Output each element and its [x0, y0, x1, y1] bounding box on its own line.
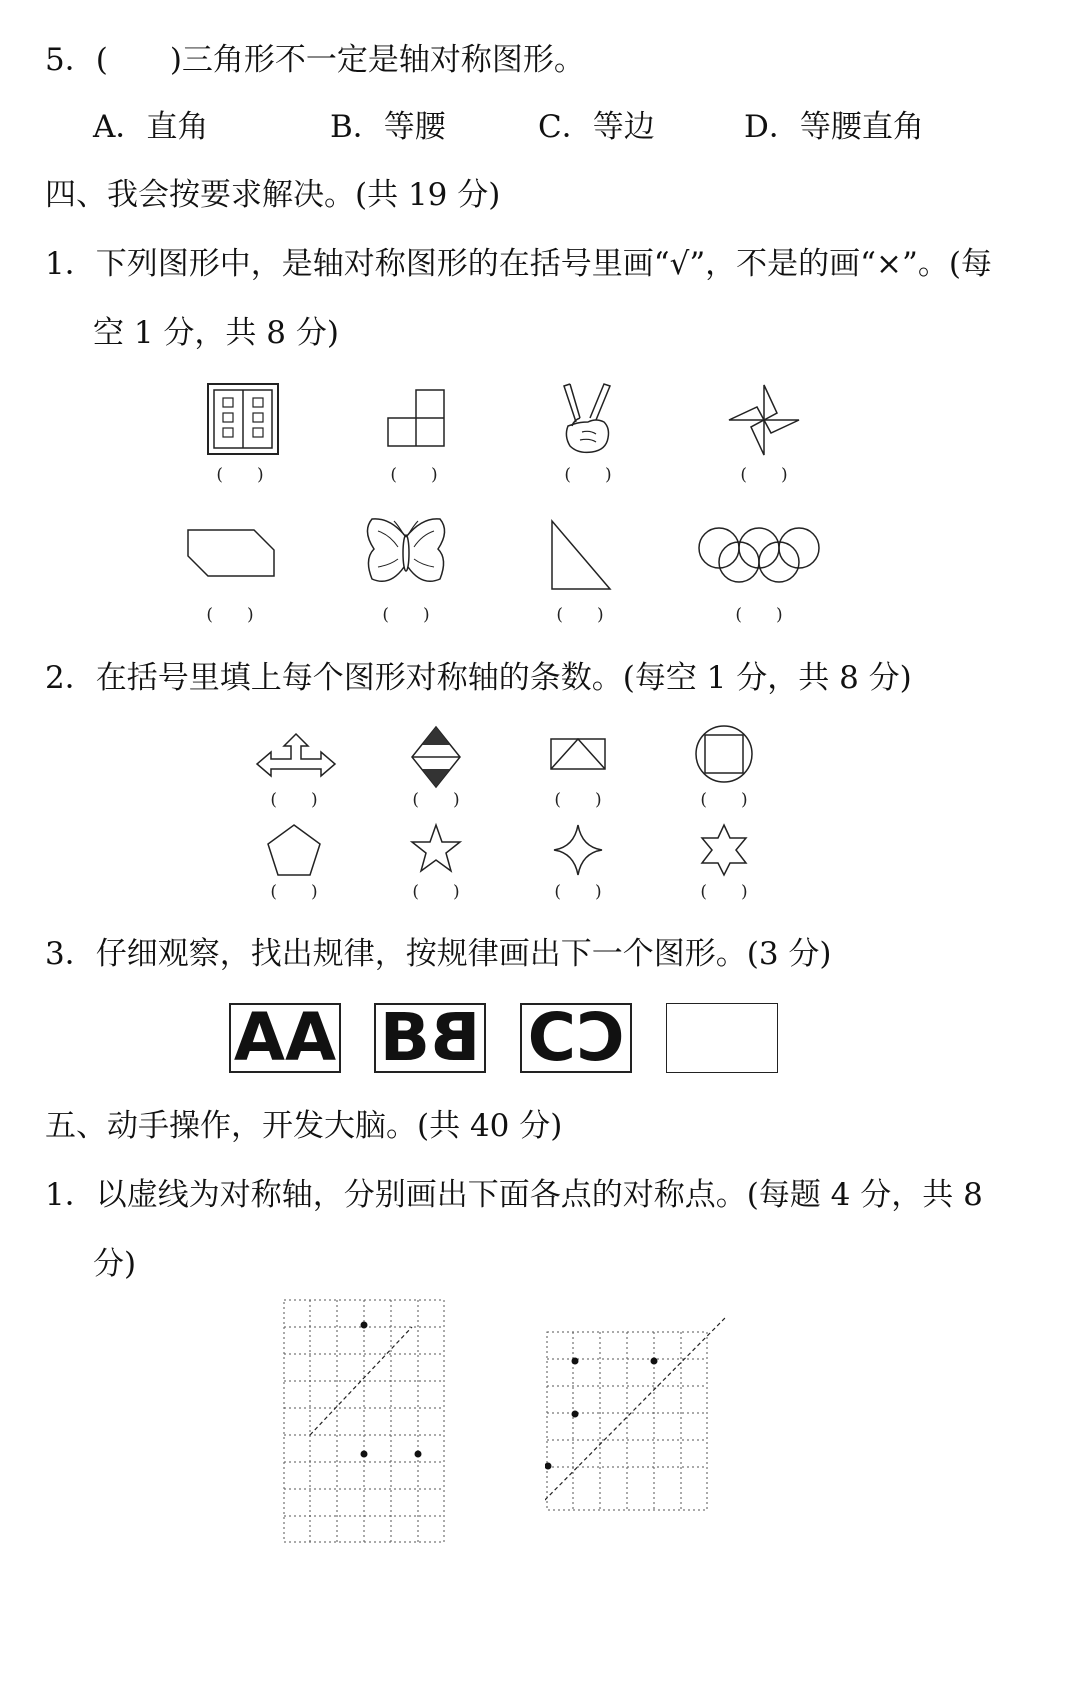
dotted-grid-left[interactable]	[282, 1298, 446, 1544]
butterfly-icon	[360, 515, 452, 591]
grid-point	[572, 1411, 579, 1418]
victory-hand-icon	[560, 382, 616, 456]
grid-point	[361, 1451, 368, 1458]
s4-q1-line1: 1．下列图形中，是轴对称图形的在括号里画“√”，不是的画“×”。(每	[45, 246, 992, 282]
s4-q2: 2．在括号里填上每个图形对称轴的条数。(每空 1 分，共 8 分)	[45, 660, 912, 696]
q5-option-c[interactable]: C．等边	[538, 109, 655, 145]
pattern-letter-mirrored: B	[430, 999, 481, 1076]
answer-paren[interactable]: ( )	[554, 882, 602, 902]
s4-q3: 3．仔细观察，找出规律，按规律画出下一个图形。(3 分)	[45, 936, 832, 972]
q5-option-d[interactable]: D．等腰直角	[744, 109, 924, 145]
answer-paren[interactable]: ( )	[270, 882, 318, 902]
pattern-letter-mirrored: A	[285, 999, 337, 1076]
olympic-rings-icon	[697, 527, 821, 583]
window-icon	[207, 383, 279, 455]
grid-point	[572, 1358, 579, 1365]
grid-point	[545, 1463, 552, 1470]
answer-paren[interactable]: ( )	[564, 465, 612, 485]
answer-paren[interactable]: ( )	[740, 465, 788, 485]
pinwheel-icon	[727, 383, 801, 457]
s4-q1-line2: 空 1 分，共 8 分)	[93, 315, 339, 351]
six-point-star-icon	[698, 823, 750, 877]
pattern-box-cc	[520, 999, 632, 1076]
rhombus-icon	[410, 725, 462, 789]
answer-paren[interactable]: ( )	[270, 790, 318, 810]
answer-paren[interactable]: ( )	[700, 882, 748, 902]
grid-point	[361, 1322, 368, 1329]
grid-point	[415, 1451, 422, 1458]
answer-paren[interactable]: ( )	[412, 790, 460, 810]
pattern-box-bb	[374, 999, 486, 1076]
q5-option-b[interactable]: B．等腰	[330, 109, 446, 145]
answer-paren[interactable]: ( )	[216, 465, 264, 485]
answer-paren[interactable]: ( )	[554, 790, 602, 810]
pattern-box-aa	[229, 999, 341, 1076]
pattern-letter: C	[527, 999, 576, 1076]
q5-option-a[interactable]: A．直角	[93, 109, 209, 145]
s5-q1-line2: 分)	[93, 1246, 137, 1282]
dotted-grid-right[interactable]	[545, 1316, 731, 1512]
cut-hexagon-icon	[186, 528, 276, 578]
right-triangle-icon	[550, 519, 612, 591]
pattern-letter-mirrored: C	[576, 999, 625, 1076]
grid-point	[651, 1358, 658, 1365]
circle-square-icon	[694, 724, 754, 784]
five-point-star-icon	[409, 823, 463, 875]
four-point-star-icon	[552, 823, 604, 877]
answer-paren[interactable]: ( )	[700, 790, 748, 810]
pattern-letter: A	[233, 999, 285, 1076]
pattern-answer-box[interactable]	[666, 1003, 778, 1073]
answer-paren[interactable]: ( )	[556, 605, 604, 625]
answer-paren[interactable]: ( )	[206, 605, 254, 625]
section5-title: 五、动手操作，开发大脑。(共 40 分)	[45, 1108, 563, 1144]
rect-triangle-icon	[549, 737, 607, 771]
pentagon-icon	[266, 823, 322, 877]
s5-q1-line1: 1．以虚线为对称轴，分别画出下面各点的对称点。(每题 4 分，共 8	[45, 1177, 983, 1213]
q5-stem: 5．( )三角形不一定是轴对称图形。	[45, 42, 585, 78]
arrows-cross-icon	[255, 732, 337, 784]
l-blocks-icon	[386, 388, 446, 448]
answer-paren[interactable]: ( )	[390, 465, 438, 485]
pattern-letter: B	[379, 999, 430, 1076]
answer-paren[interactable]: ( )	[735, 605, 783, 625]
section4-title: 四、我会按要求解决。(共 19 分)	[45, 177, 501, 213]
answer-paren[interactable]: ( )	[382, 605, 430, 625]
answer-paren[interactable]: ( )	[412, 882, 460, 902]
